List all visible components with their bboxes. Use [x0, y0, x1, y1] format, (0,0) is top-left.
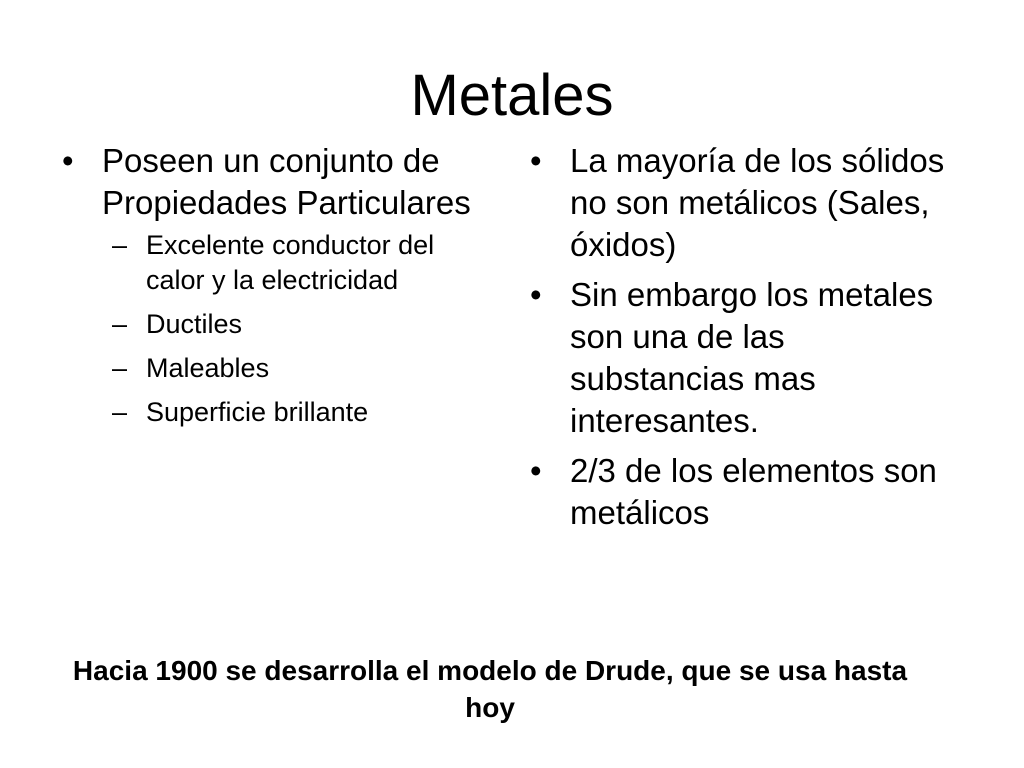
dash-marker: – — [112, 397, 128, 427]
right-bullet-3 — [530, 450, 960, 534]
slide-title: Metales — [410, 63, 614, 128]
bullet-marker: • — [62, 142, 74, 179]
sub-item-text: Excelente conductor del calor y la electricidad — [146, 230, 435, 295]
sub-item-ductiles — [102, 307, 482, 342]
dash-marker: – — [112, 353, 128, 383]
left-column — [62, 140, 482, 439]
right-bullet-text: 2/3 de los elementos son metálicos — [570, 452, 937, 531]
right-column — [530, 140, 960, 542]
right-bullet-text: La mayoría de los sólidos no son metálicos (Sales, óxidos) — [570, 142, 945, 263]
sub-item-conductor — [102, 228, 482, 298]
sub-item-superficie — [102, 395, 482, 430]
dash-marker: – — [112, 309, 128, 339]
sub-item-text: Superficie brillante — [146, 397, 369, 427]
sub-item-text: Maleables — [146, 353, 270, 383]
bullet-marker: • — [530, 276, 542, 313]
left-sub-list — [102, 228, 482, 430]
bullet-marker: • — [530, 452, 542, 489]
sub-item-text: Ductiles — [146, 309, 243, 339]
left-bullet — [62, 140, 482, 430]
right-bullet-2 — [530, 274, 960, 442]
dash-marker: – — [112, 230, 128, 260]
sub-item-maleables — [102, 351, 482, 386]
bullet-marker: • — [530, 142, 542, 179]
right-bullet-text: Sin embargo los metales son una de las substancias mas interesantes. — [570, 276, 934, 439]
left-bullet-text: Poseen un conjunto de Propiedades Particulares — [102, 142, 471, 221]
slide-footer-note: Hacia 1900 se desarrolla el modelo de Drude, que se usa hasta hoy — [72, 655, 908, 723]
right-bullet-1 — [530, 140, 960, 266]
